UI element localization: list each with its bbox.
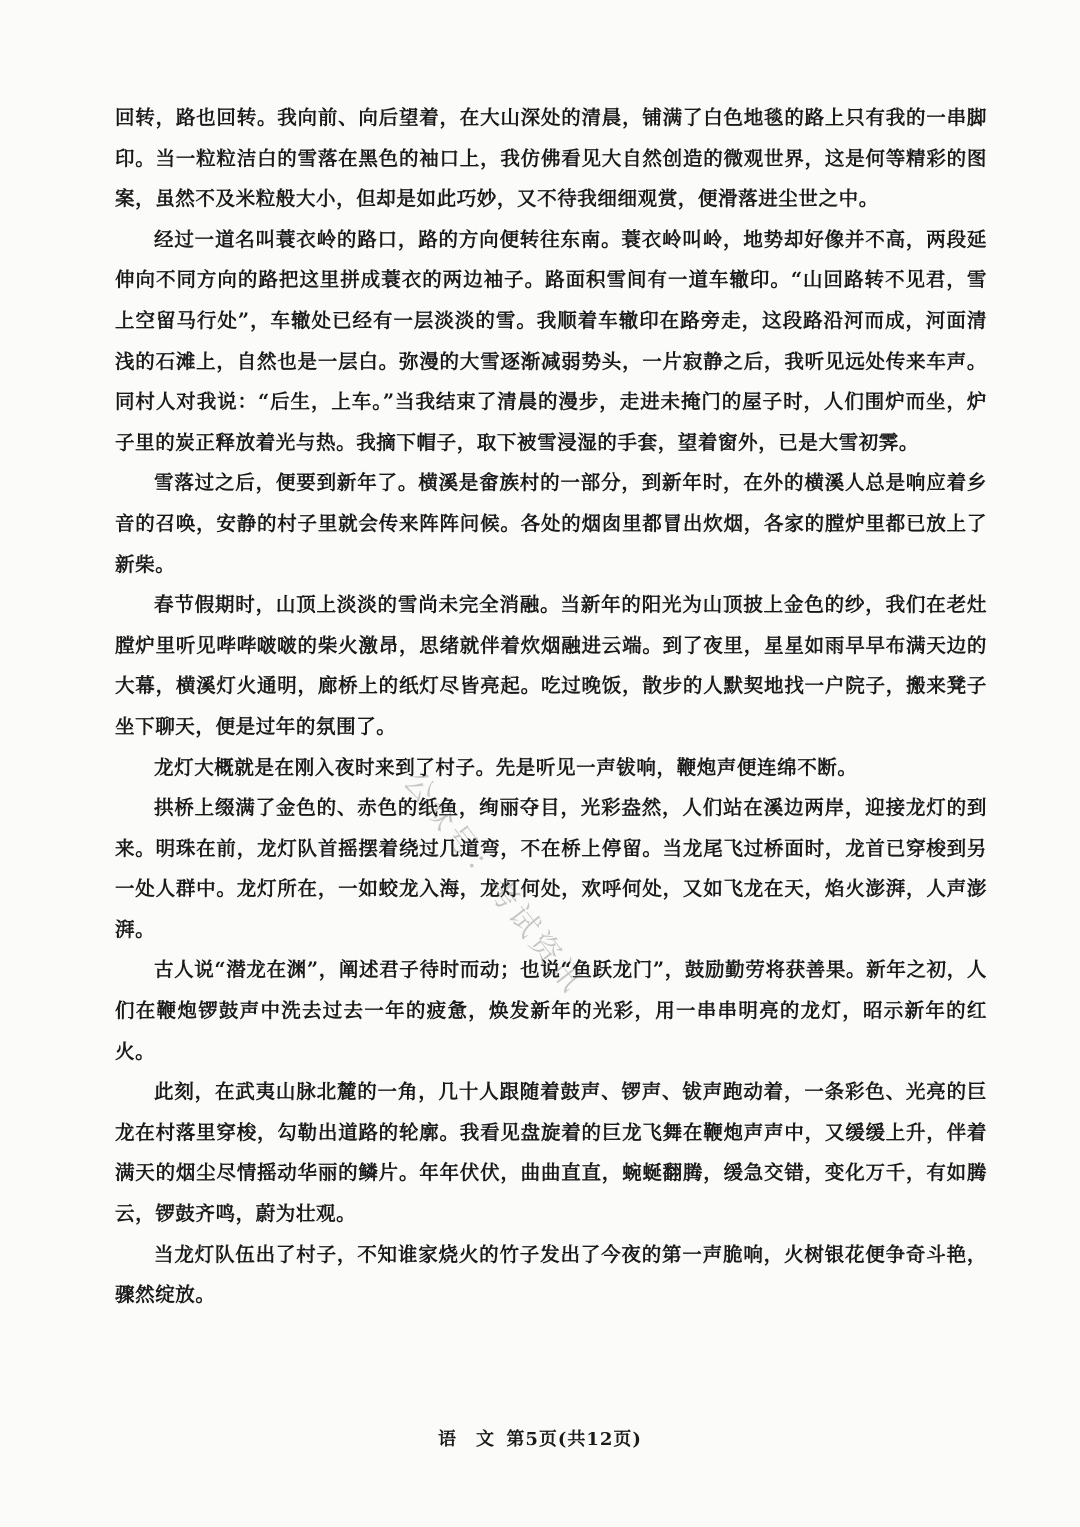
footer-subject: 语 文 (438, 1429, 496, 1450)
paragraph-1: 回转，路也回转。我向前、向后望着，在大山深处的清晨，铺满了白色地毯的路上只有我的一串脚印。当一粒粒洁白的雪落在黑色的袖口上，我仿佛看见大自然创造的微观世界，这是何等精彩的图案，虽然不及米粒般大小，但却是如此巧妙，又不待我细细观赏，便滑落进尘世之中。 (115, 106, 987, 211)
page-footer (0, 1425, 1080, 1451)
paragraph-4: 春节假期时，山顶上淡淡的雪尚未完全消融。当新年的阳光为山顶披上金色的纱，我们在老灶膛炉里听见哔哔啵啵的柴火激昂，思绪就伴着炊烟融进云端。到了夜里，星星如雨早早布满天边的大幕，横溪灯火通明，廊桥上的纸灯尽皆亮起。吃过晚饭，散步的人默契地找一户院子，搬来凳子坐下聊天，便是过年的氛围了。 (115, 593, 987, 738)
paragraph-6: 拱桥上缀满了金色的、赤色的纸鱼，绚丽夺目，光彩盎然，人们站在溪边两岸，迎接龙灯的到来。明珠在前，龙灯队首摇摆着绕过几道弯，不在桥上停留。当龙尾飞过桥面时，龙首已穿梭到另一处人群中。龙灯所在，一如蛟龙入海，龙灯何处，欢呼何处，又如飞龙在天，焰火澎湃，人声澎湃。 (115, 796, 987, 941)
paragraph-5: 龙灯大概就是在刚入夜时来到了村子。先是听见一声钹响，鞭炮声便连绵不断。 (154, 755, 858, 779)
watermark: 公众号：考试资讯 (396, 764, 592, 1001)
paragraph-3: 雪落过之后，便要到新年了。横溪是畲族村的一部分，到新年时，在外的横溪人总是响应着乡音的召唤，安静的村子里就会传来阵阵问候。各处的烟囱里都冒出炊烟，各家的膛炉里都已放上了新柴。 (115, 471, 987, 576)
paragraph-2: 经过一道名叫蓑衣岭的路口，路的方向便转往东南。蓑衣岭叫岭，地势却好像并不高，两段延伸向不同方向的路把这里拼成蓑衣的两边袖子。路面积雪间有一道车辙印。“山回路转不见君，雪上空留马行处”，车辙处已经有一层淡淡的雪。我顺着车辙印在路旁走，这段路沿河而成，河面清浅的石滩上，自然也是一层白。弥漫的大雪逐渐减弱势头，一片寂静之后，我听见远处传来车声。同村人对我说：“后生，上车。”当我结束了清晨的漫步，走进未掩门的屋子时，人们围炉而坐，炉子里的炭正释放着光与热。我摘下帽子，取下被雪浸湿的手套，望着窗外，已是大雪初霁。 (115, 227, 987, 454)
footer-page-number: 第5页(共12页) (506, 1429, 642, 1450)
paragraph-8: 此刻，在武夷山脉北麓的一角，几十人跟随着鼓声、锣声、钹声跑动着，一条彩色、光亮的巨龙在村落里穿梭，勾勒出道路的轮廓。我看见盘旋着的巨龙飞舞在鞭炮声声中，又缓缓上升，伴着满天的烟尘尽情摇动华丽的鳞片。年年伏伏，曲曲直直，蜿蜒翻腾，缓急交错，变化万千，有如腾云，锣鼓齐鸣，蔚为壮观。 (115, 1080, 987, 1226)
paragraph-7: 古人说“潜龙在渊”，阐述君子待时而动；也说“鱼跃龙门”，鼓励勤劳将获善果。新年之初，人们在鞭炮锣鼓声中洗去过去一年的疲惫，焕发新年的光彩，用一串串明亮的龙灯，昭示新年的红火。 (115, 958, 987, 1063)
paragraph-9: 当龙灯队伍出了村子，不知谁家烧火的竹子发出了今夜的第一声脆响，火树银花便争奇斗艳，骤然绽放。 (115, 1242, 987, 1307)
article-body (115, 98, 987, 1316)
